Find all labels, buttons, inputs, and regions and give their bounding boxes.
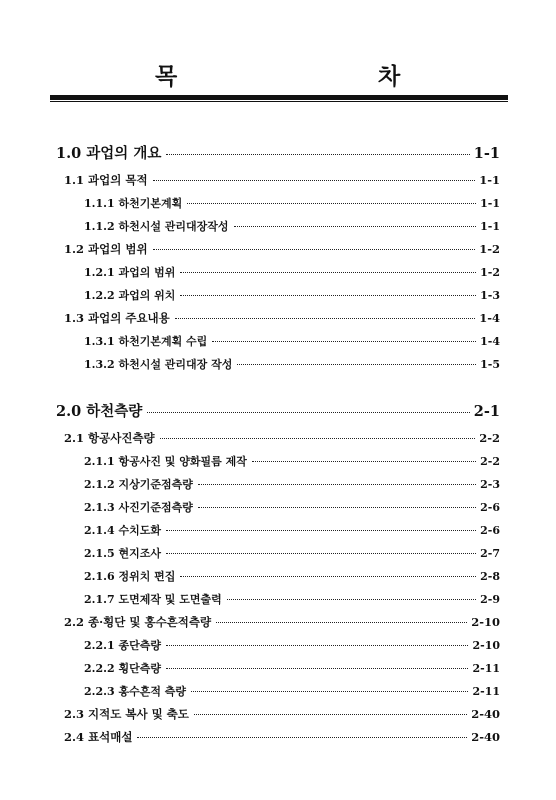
toc-leader-dots [198,507,476,508]
toc-entry-page: 2-8 [480,570,500,583]
toc-entry-label: 2.2.2 횡단측량 [84,662,161,675]
title-rule-thin [50,101,508,102]
toc-leader-dots [166,530,476,531]
toc-entry-label: 1.3.2 하천시설 관리대장 작성 [84,358,233,371]
toc-entry[interactable] [84,287,500,303]
toc-entry-label: 1.2.1 과업의 범위 [84,266,176,279]
toc-entry-label: 2.3 지적도 복사 및 축도 [64,707,189,721]
toc-entry[interactable] [64,614,500,630]
toc-entry[interactable] [84,453,500,469]
toc-leader-dots [166,154,469,155]
toc-entry-label: 1.2 과업의 범위 [64,242,148,256]
toc-entry-label: 2.4 표석매설 [64,730,133,744]
toc-entry[interactable] [84,333,500,349]
toc-entry[interactable] [84,637,500,653]
toc-entry[interactable] [56,400,500,421]
toc-entry-label: 2.2.3 홍수흔적 측량 [84,685,187,698]
toc-entry-page: 2-2 [479,431,500,445]
toc-entry[interactable] [84,660,500,676]
toc-entry[interactable] [84,476,500,492]
toc-leader-dots [198,484,476,485]
toc-entry-page: 2-2 [480,455,500,468]
toc-entry-label: 2.1.4 수치도화 [84,524,161,537]
toc-leader-dots [175,318,475,319]
toc-entry[interactable] [64,310,500,326]
page-title [0,58,556,88]
toc-leader-dots [237,364,476,365]
toc-entry-page: 1-4 [479,311,500,325]
toc-leader-dots [153,180,476,181]
toc-entry[interactable] [64,241,500,257]
toc-entry-label: 1.3.1 하천기본계획 수립 [84,335,208,348]
toc-entry-page: 2-6 [480,501,500,514]
toc-entry-page: 1-2 [480,266,500,279]
toc-entry[interactable] [84,195,500,211]
toc-entry-page: 1-1 [480,220,500,233]
toc-entry[interactable] [84,264,500,280]
toc-entry[interactable] [84,499,500,515]
toc-entry-page: 2-11 [472,662,500,675]
toc-entry-page: 1-4 [480,335,500,348]
toc-leader-dots [180,576,476,577]
toc-entry-page: 1-2 [479,242,500,256]
toc-leader-dots [216,622,467,623]
toc-entry[interactable] [84,591,500,607]
toc-entry-label: 1.1.1 하천기본계획 [84,197,183,210]
toc-entry-label: 1.2.2 과업의 위치 [84,289,176,302]
toc-entry-label: 2.2.1 종단측량 [84,639,161,652]
toc-entry-label: 1.1.2 하천시설 관리대장작성 [84,220,229,233]
toc-entry-label: 2.1.5 현지조사 [84,547,161,560]
toc-leader-dots [153,249,476,250]
toc-leader-dots [137,737,467,738]
toc-entry-page: 2-6 [480,524,500,537]
toc-leader-dots [227,599,476,600]
toc-entry-page: 1-1 [479,173,500,187]
toc-entry-page: 2-40 [471,707,500,721]
toc-entry[interactable] [84,568,500,584]
toc-leader-dots [166,553,476,554]
toc-entry-label: 1.0 과업의 개요 [56,145,162,162]
toc-entry-label: 2.1.6 정위치 편집 [84,570,176,583]
toc-leader-dots [212,341,476,342]
title-rule-thick [50,95,508,100]
toc-leader-dots [180,272,476,273]
toc-entry-page: 1-1 [473,145,500,162]
toc-entry[interactable] [64,430,500,446]
toc-entry[interactable] [84,218,500,234]
toc-entry-page: 2-10 [472,639,500,652]
toc-entry-page: 2-3 [480,478,500,491]
toc-leader-dots [166,668,469,669]
toc-entry[interactable] [64,729,500,745]
toc-entry-page: 1-1 [480,197,500,210]
toc-entry-label: 2.1.3 사진기준점측량 [84,501,193,514]
toc-entry[interactable] [84,683,500,699]
toc-entry-page: 1-5 [480,358,500,371]
toc-entry[interactable] [64,706,500,722]
toc-entry-page: 2-40 [471,730,500,744]
toc-entry-page: 2-10 [471,615,500,629]
toc-leader-dots [147,412,469,413]
toc-entry-label: 2.1.7 도면제작 및 도면출력 [84,593,222,606]
title-left: 목 [155,64,179,90]
toc-leader-dots [160,438,476,439]
toc-leader-dots [166,645,469,646]
toc-entry-page: 2-9 [480,593,500,606]
toc-entry-label: 2.1.1 항공사진 및 양화필름 제작 [84,455,247,468]
toc-entry-label: 2.1.2 지상기준점측량 [84,478,193,491]
toc-leader-dots [180,295,476,296]
toc-entry-label: 1.3 과업의 주요내용 [64,311,170,325]
toc-entry-page: 2-1 [473,403,500,420]
toc-entry-label: 2.1 항공사진측량 [64,431,155,445]
title-right: 차 [378,64,402,90]
toc-entry-page: 1-3 [480,289,500,302]
toc-leader-dots [252,461,476,462]
toc-entry[interactable] [84,522,500,538]
toc-entry-label: 1.1 과업의 목적 [64,173,148,187]
toc-entry-label: 2.0 하천측량 [56,403,143,420]
toc-entry[interactable] [84,356,500,372]
toc-entry-page: 2-11 [472,685,500,698]
toc-entry[interactable] [64,172,500,188]
toc-entry[interactable] [56,142,500,163]
toc-leader-dots [234,226,477,227]
toc-leader-dots [191,691,468,692]
toc-entry[interactable] [84,545,500,561]
toc-entry-page: 2-7 [480,547,500,560]
toc-leader-dots [194,714,467,715]
toc-leader-dots [187,203,476,204]
toc-entry-label: 2.2 종·횡단 및 홍수흔적측량 [64,615,212,629]
